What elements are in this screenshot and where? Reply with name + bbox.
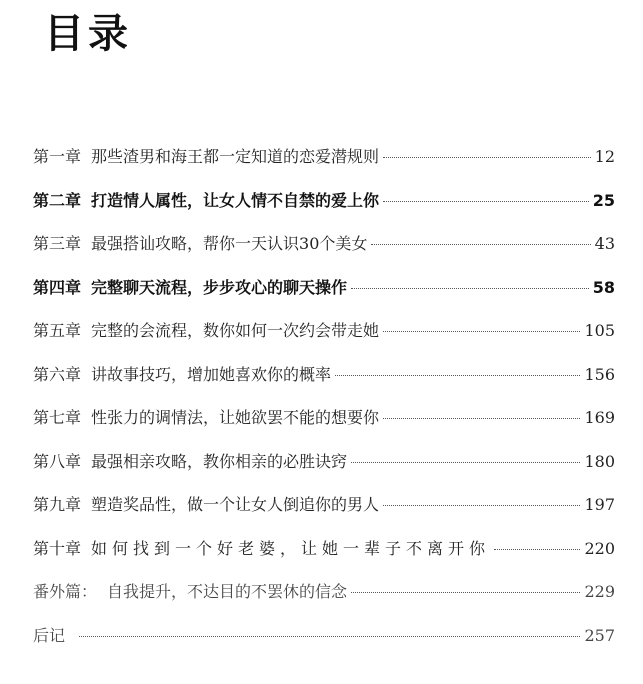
chapter-label: 第九章 (33, 495, 82, 514)
chapter-title: 最强相亲攻略，教你相亲的必胜诀窍 (91, 451, 348, 471)
chapter-label: 番外篇： (33, 582, 98, 601)
dot-leader (351, 462, 580, 463)
toc-entry (33, 492, 615, 536)
chapter-title: 自我提升，不达目的不罢休的信念 (107, 582, 348, 601)
toc-entry (33, 623, 615, 667)
dot-leader (371, 244, 590, 245)
page-number: 43 (594, 234, 615, 253)
chapter-label: 第十章 (33, 538, 82, 558)
dot-leader (383, 157, 591, 158)
chapter-label: 第七章 (33, 408, 82, 427)
toc-entry (33, 362, 615, 406)
chapter-label: 第一章 (33, 147, 82, 166)
page-number: 58 (592, 277, 615, 297)
dot-leader (383, 201, 589, 202)
page-number: 220 (584, 538, 615, 558)
dot-leader (494, 549, 580, 550)
page-number: 229 (584, 582, 615, 601)
chapter-label: 第四章 (33, 277, 82, 297)
chapter-title: 那些渣男和海王都一定知道的恋爱潜规则 (91, 147, 380, 166)
page-title: 目录 (44, 11, 132, 57)
chapter-title: 如何找到一个好老婆，让她一辈子不离开你 (91, 538, 491, 558)
page-number: 180 (584, 451, 615, 471)
chapter-title: 讲故事技巧，增加她喜欢你的概率 (91, 364, 332, 384)
toc-entry (33, 275, 615, 319)
table-of-contents (33, 144, 615, 666)
toc-entry (33, 144, 615, 188)
toc-entry (33, 405, 615, 449)
toc-entry (33, 536, 615, 580)
chapter-title: 打造情人属性，让女人情不自禁的爱上你 (91, 190, 380, 210)
page-number: 156 (584, 364, 615, 384)
toc-entry (33, 318, 615, 362)
toc-entry (33, 231, 615, 275)
chapter-title: 完整的会流程，数你如何一次约会带走她 (91, 321, 380, 340)
chapter-label: 第三章 (33, 234, 82, 253)
page-number: 12 (594, 147, 615, 166)
chapter-label: 第八章 (33, 451, 82, 471)
page-number: 257 (584, 625, 615, 645)
toc-entry (33, 188, 615, 232)
dot-leader (383, 505, 580, 506)
dot-leader (335, 375, 580, 376)
chapter-label: 第二章 (33, 190, 82, 210)
chapter-title: 性张力的调情法，让她欲罢不能的想要你 (91, 408, 380, 427)
dot-leader (383, 418, 580, 419)
chapter-label: 第六章 (33, 364, 82, 384)
chapter-title: 塑造奖品性，做一个让女人倒追你的男人 (91, 495, 380, 514)
chapter-label: 后记 (33, 625, 66, 645)
page-number: 197 (584, 495, 615, 514)
page-number: 169 (584, 408, 615, 427)
dot-leader (351, 288, 589, 289)
page-number: 105 (584, 321, 615, 340)
dot-leader (79, 636, 580, 637)
toc-entry (33, 579, 615, 623)
toc-entry (33, 449, 615, 493)
page-number: 25 (592, 190, 615, 210)
chapter-label: 第五章 (33, 321, 82, 340)
chapter-title: 最强搭讪攻略，帮你一天认识30个美女 (91, 234, 368, 253)
chapter-title: 完整聊天流程，步步攻心的聊天操作 (91, 277, 348, 297)
dot-leader (383, 331, 580, 332)
dot-leader (351, 592, 580, 593)
